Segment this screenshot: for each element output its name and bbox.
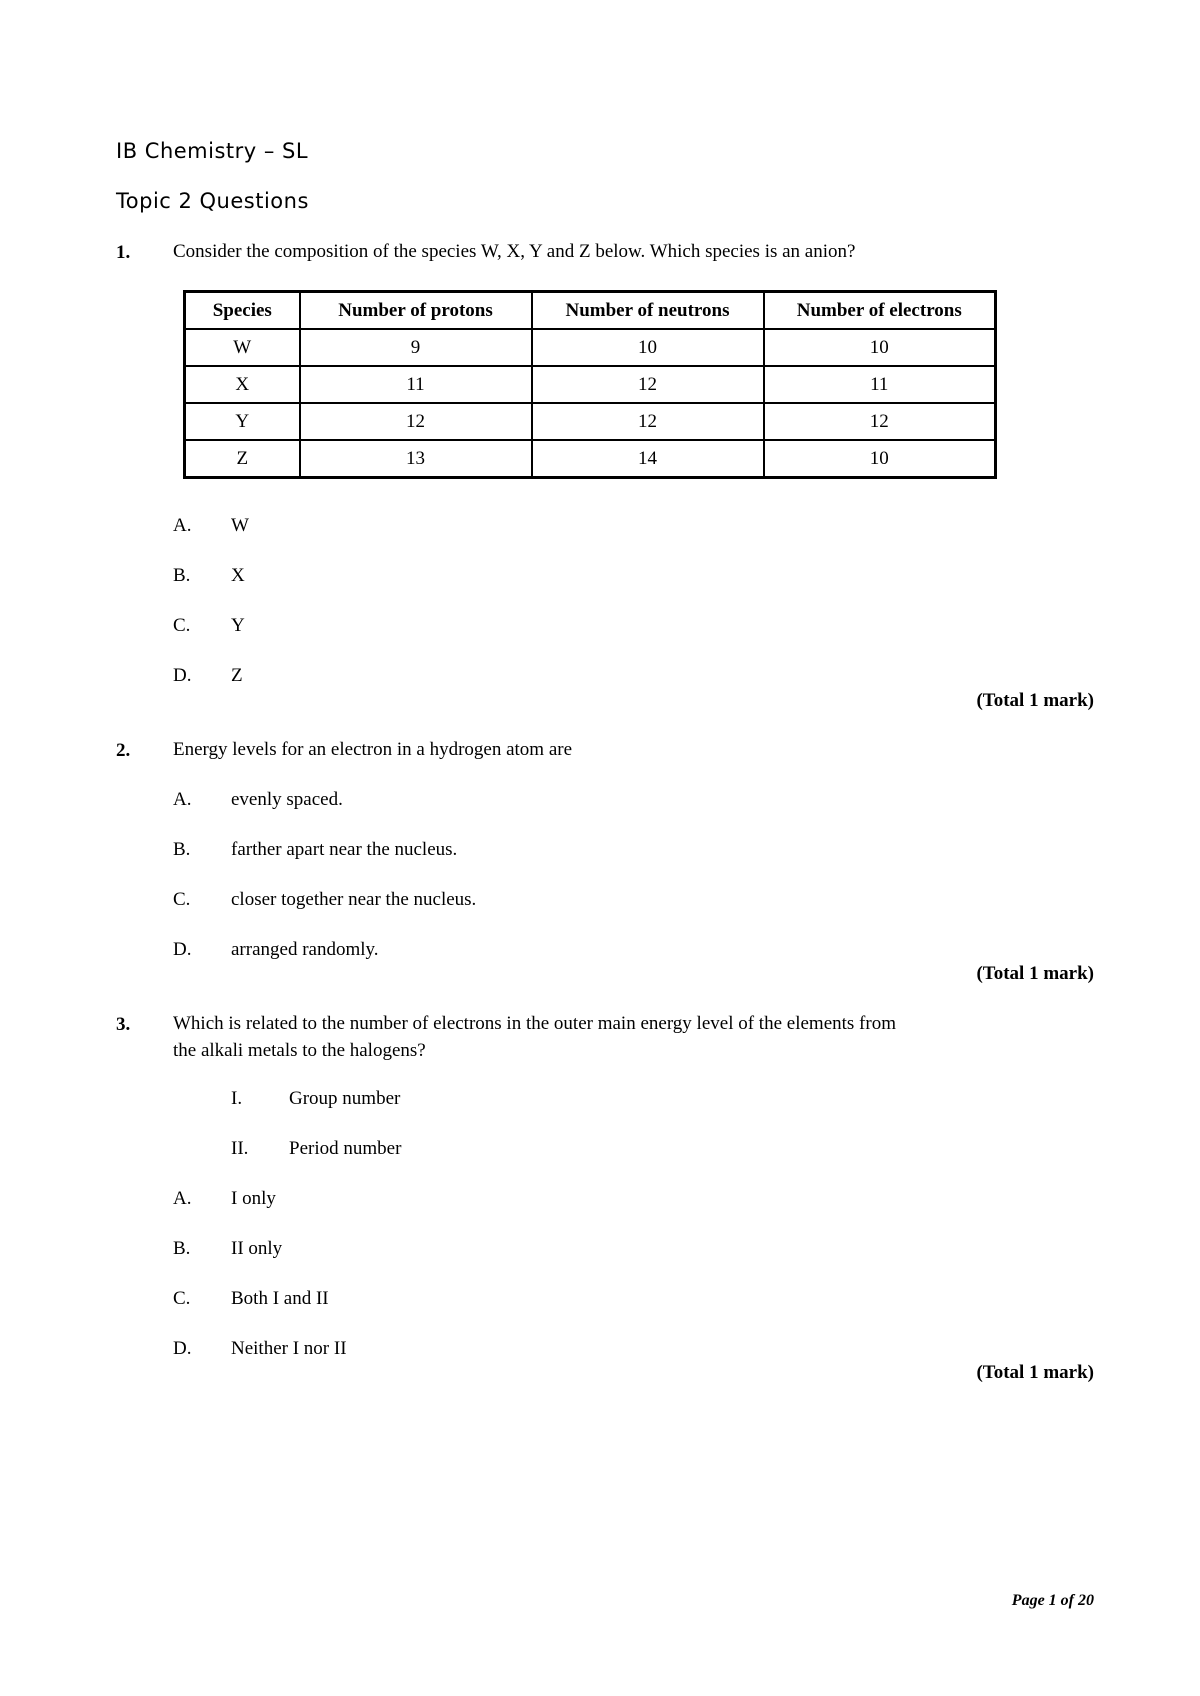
option-letter: A.	[173, 515, 192, 536]
table-row	[185, 366, 996, 403]
course-title: IB Chemistry – SL	[116, 139, 309, 163]
question-number: 3.	[116, 1014, 131, 1035]
table-cell: Z	[185, 440, 300, 478]
table-header-cell: Number of electrons	[764, 292, 996, 330]
table-header-cell: Number of neutrons	[532, 292, 764, 330]
option-letter: D.	[173, 939, 192, 960]
table-cell: 10	[764, 329, 996, 366]
species-table	[183, 290, 997, 479]
table-cell: 11	[764, 366, 996, 403]
statement-text: Period number	[289, 1138, 402, 1159]
table-row	[185, 329, 996, 366]
table-cell: 11	[300, 366, 532, 403]
option-letter: D.	[173, 665, 192, 686]
option-letter: B.	[173, 839, 191, 860]
option-text: Neither I nor II	[231, 1338, 347, 1359]
question-number: 1.	[116, 242, 131, 263]
total-marks: (Total 1 mark)	[976, 963, 1094, 984]
question-number: 2.	[116, 740, 131, 761]
table-cell: 12	[532, 366, 764, 403]
option-text: X	[231, 565, 245, 586]
table-row	[185, 403, 996, 440]
total-marks: (Total 1 mark)	[976, 1362, 1094, 1383]
table-cell: Y	[185, 403, 300, 440]
option-text: closer together near the nucleus.	[231, 889, 477, 910]
option-letter: C.	[173, 889, 191, 910]
table-cell: 13	[300, 440, 532, 478]
total-marks: (Total 1 mark)	[976, 690, 1094, 711]
question-text-line-1: Which is related to the number of electrons in the outer main energy level of the elements from	[173, 1013, 896, 1034]
table-cell: 12	[300, 403, 532, 440]
table-cell: X	[185, 366, 300, 403]
table-cell: 10	[764, 440, 996, 478]
question-text: Energy levels for an electron in a hydrogen atom are	[173, 739, 573, 760]
statement-text: Group number	[289, 1088, 401, 1109]
table-cell: W	[185, 329, 300, 366]
option-letter: B.	[173, 1238, 191, 1259]
statement-numeral: II.	[231, 1138, 249, 1159]
table-cell: 10	[532, 329, 764, 366]
option-text: Both I and II	[231, 1288, 329, 1309]
table-cell: 9	[300, 329, 532, 366]
option-letter: B.	[173, 565, 191, 586]
option-text: Z	[231, 665, 243, 686]
question-text-line-2: the alkali metals to the halogens?	[173, 1040, 426, 1061]
option-text: farther apart near the nucleus.	[231, 839, 458, 860]
statement-numeral: I.	[231, 1088, 243, 1109]
table-header-cell: Species	[185, 292, 300, 330]
page-number: Page 1 of 20	[1011, 1592, 1094, 1609]
option-letter: C.	[173, 1288, 191, 1309]
table-header-row	[185, 292, 996, 330]
option-text: evenly spaced.	[231, 789, 343, 810]
option-text: W	[231, 515, 249, 536]
table-cell: 12	[532, 403, 764, 440]
option-letter: C.	[173, 615, 191, 636]
question-text: Consider the composition of the species W, X, Y and Z below. Which species is an anion?	[173, 241, 856, 262]
option-text: II only	[231, 1238, 283, 1259]
topic-title: Topic 2 Questions	[116, 189, 309, 213]
option-text: I only	[231, 1188, 276, 1209]
option-letter: D.	[173, 1338, 192, 1359]
table-row	[185, 440, 996, 478]
option-letter: A.	[173, 1188, 192, 1209]
option-text: Y	[231, 615, 245, 636]
table-cell: 14	[532, 440, 764, 478]
table-header-cell: Number of protons	[300, 292, 532, 330]
option-text: arranged randomly.	[231, 939, 379, 960]
table-cell: 12	[764, 403, 996, 440]
option-letter: A.	[173, 789, 192, 810]
